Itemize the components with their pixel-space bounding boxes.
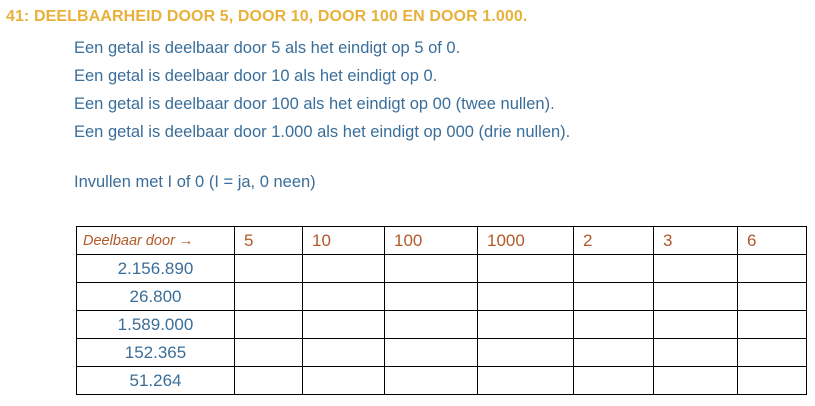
answer-cell[interactable] bbox=[303, 339, 385, 367]
answer-cell[interactable] bbox=[235, 283, 303, 311]
answer-cell[interactable] bbox=[654, 311, 738, 339]
table-row bbox=[77, 311, 807, 339]
header-divisor: 1000 bbox=[478, 227, 574, 255]
header-divisor: 100 bbox=[385, 227, 478, 255]
instruction-text: Invullen met I of 0 (I = ja, 0 neen) bbox=[74, 173, 316, 191]
answer-cell[interactable] bbox=[303, 367, 385, 395]
rule-divisible-by-1000: Een getal is deelbaar door 1.000 als het eindigt op 000 (drie nullen). bbox=[74, 123, 571, 141]
answer-cell[interactable] bbox=[303, 311, 385, 339]
answer-cell[interactable] bbox=[385, 339, 478, 367]
answer-cell[interactable] bbox=[574, 283, 654, 311]
answer-cell[interactable] bbox=[478, 283, 574, 311]
table-row bbox=[77, 255, 807, 283]
answer-cell[interactable] bbox=[478, 255, 574, 283]
answer-cell[interactable] bbox=[478, 367, 574, 395]
answer-cell[interactable] bbox=[235, 367, 303, 395]
answer-cell[interactable] bbox=[738, 283, 807, 311]
number-cell: 2.156.890 bbox=[77, 255, 235, 283]
rule-divisible-by-100: Een getal is deelbaar door 100 als het eindigt op 00 (twee nullen). bbox=[74, 95, 555, 113]
answer-cell[interactable] bbox=[574, 311, 654, 339]
header-divisor: 2 bbox=[574, 227, 654, 255]
header-divisor: 5 bbox=[235, 227, 303, 255]
answer-cell[interactable] bbox=[738, 255, 807, 283]
table-row bbox=[77, 339, 807, 367]
answer-cell[interactable] bbox=[574, 255, 654, 283]
answer-cell[interactable] bbox=[235, 255, 303, 283]
number-cell: 26.800 bbox=[77, 283, 235, 311]
number-cell: 1.589.000 bbox=[77, 311, 235, 339]
answer-cell[interactable] bbox=[385, 283, 478, 311]
table-row bbox=[77, 283, 807, 311]
answer-cell[interactable] bbox=[478, 311, 574, 339]
header-divisor: 6 bbox=[738, 227, 807, 255]
rule-divisible-by-5: Een getal is deelbaar door 5 als het eindigt op 5 of 0. bbox=[74, 39, 461, 57]
answer-cell[interactable] bbox=[385, 367, 478, 395]
number-cell: 152.365 bbox=[77, 339, 235, 367]
answer-cell[interactable] bbox=[654, 339, 738, 367]
answer-cell[interactable] bbox=[654, 283, 738, 311]
table-header-row bbox=[77, 227, 807, 255]
rule-divisible-by-10: Een getal is deelbaar door 10 als het eindigt op 0. bbox=[74, 67, 438, 85]
answer-cell[interactable] bbox=[738, 339, 807, 367]
page-title: 41: DEELBAARHEID DOOR 5, DOOR 10, DOOR 100 EN DOOR 1.000. bbox=[6, 8, 528, 25]
answer-cell[interactable] bbox=[235, 311, 303, 339]
answer-cell[interactable] bbox=[303, 283, 385, 311]
answer-cell[interactable] bbox=[654, 367, 738, 395]
answer-cell[interactable] bbox=[235, 339, 303, 367]
number-cell: 51.264 bbox=[77, 367, 235, 395]
header-divisor: 10 bbox=[303, 227, 385, 255]
divisibility-table bbox=[76, 226, 807, 395]
answer-cell[interactable] bbox=[738, 367, 807, 395]
table-row bbox=[77, 367, 807, 395]
answer-cell[interactable] bbox=[385, 255, 478, 283]
answer-cell[interactable] bbox=[738, 311, 807, 339]
rules-list bbox=[74, 34, 570, 146]
answer-cell[interactable] bbox=[478, 339, 574, 367]
answer-cell[interactable] bbox=[654, 255, 738, 283]
answer-cell[interactable] bbox=[574, 339, 654, 367]
header-divisor: 3 bbox=[654, 227, 738, 255]
answer-cell[interactable] bbox=[574, 367, 654, 395]
answer-cell[interactable] bbox=[303, 255, 385, 283]
answer-cell[interactable] bbox=[385, 311, 478, 339]
corner-label: Deelbaar door → bbox=[77, 227, 235, 255]
